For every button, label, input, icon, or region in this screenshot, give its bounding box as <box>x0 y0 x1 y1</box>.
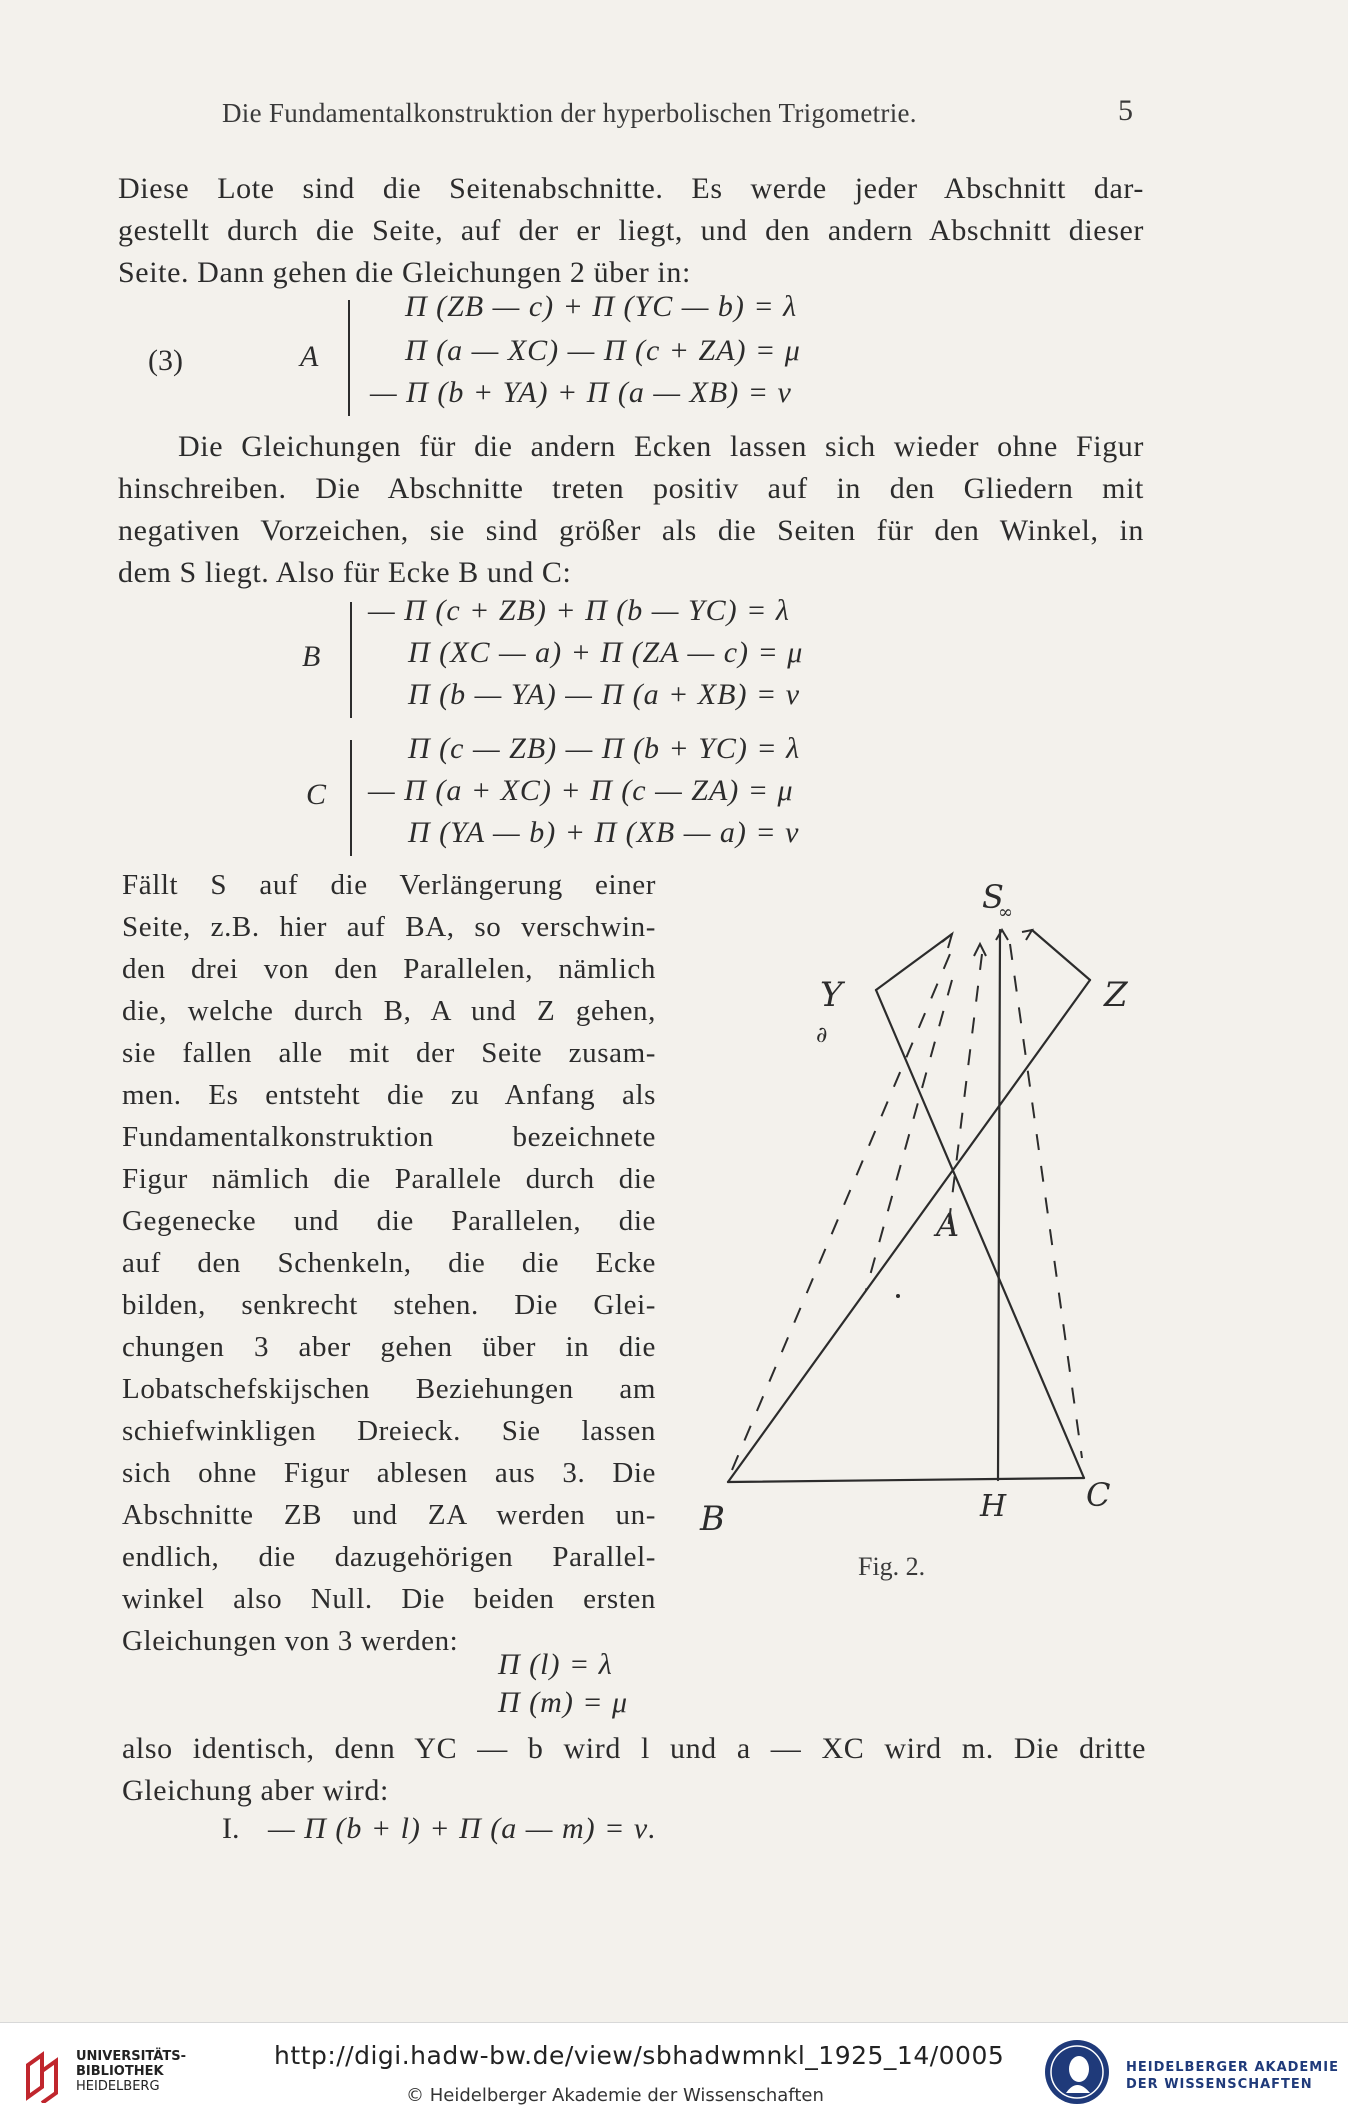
label-y: Y <box>820 975 843 1015</box>
column-line: Abschnitte ZB und ZA werden un- <box>122 1499 656 1531</box>
permalink-url[interactable]: http://digi.hadw-bw.de/view/sbhadwmnkl_1925_14/0005 <box>274 2041 1005 2070</box>
column-line: Fundamentalkonstruktion bezeichnete <box>122 1121 656 1153</box>
line-z-to-s <box>1032 930 1090 980</box>
middle-line: hinschreiben. Die Abschnitte treten positiv auf in den Gliedern mit <box>118 472 1144 505</box>
column-line: auf den Schenkeln, die die Ecke <box>122 1247 656 1279</box>
column-line: Figur nämlich die Parallele durch die <box>122 1163 656 1195</box>
label-z: Z <box>1104 975 1128 1015</box>
column-line: bilden, senkrecht stehen. Die Glei- <box>122 1289 656 1321</box>
label-a: A <box>936 1206 960 1244</box>
middle-line: negativen Vorzeichen, sie sind größer als die Seiten für den Winkel, in <box>118 514 1144 547</box>
eq-a-line-2: Π (a — XC) — Π (c + ZA) = μ <box>405 334 801 367</box>
arrowhead-2 <box>974 944 986 956</box>
figure-caption: Fig. 2. <box>858 1552 926 1581</box>
column-line: die, welche durch B, A und Z gehen, <box>122 995 656 1027</box>
intro-line: Diese Lote sind die Seitenabschnitte. Es werde jeder Abschnitt dar- <box>118 172 1144 205</box>
academy-seal-icon <box>1042 2037 1112 2107</box>
column-paragraph <box>122 864 656 1662</box>
column-line: Seite, z.B. hier auf BA, so verschwin- <box>122 911 656 943</box>
arrowhead-3 <box>996 930 1008 940</box>
dashed-line-inner <box>948 954 982 1230</box>
column-line: endlich, die dazugehörigen Parallel- <box>122 1541 656 1573</box>
column-line: winkel also Null. Die beiden ersten <box>122 1583 656 1615</box>
dashed-line-b-to-s <box>732 954 950 1470</box>
academy-line: HEIDELBERGER AKADEMIE <box>1126 2060 1339 2075</box>
line-b-to-z <box>728 980 1090 1482</box>
vertex-label-b: B <box>302 640 322 673</box>
academy-name <box>1126 2059 1339 2093</box>
university-library-logo-icon <box>22 2051 66 2103</box>
intro-line: Seite. Dann gehen die Gleichungen 2 über in: <box>118 256 691 289</box>
eq-c-line-1: Π (c — ZB) — Π (b + YC) = λ <box>408 732 801 765</box>
eq-c-line-2: — Π (a + XC) + Π (c — ZA) = μ <box>368 774 794 807</box>
library-line: BIBLIOTHEK <box>76 2064 164 2079</box>
label-b: B <box>700 1499 725 1539</box>
middle-line: Die Gleichungen für die andern Ecken lassen sich wieder ohne Figur <box>178 430 1144 463</box>
column-line: sie fallen alle mit der Seite zusam- <box>122 1037 656 1069</box>
column-line: sich ohne Figur ablesen aus 3. Die <box>122 1457 656 1489</box>
equation-brace-b <box>350 602 352 718</box>
library-line: UNIVERSITÄTS- <box>76 2049 186 2064</box>
equation-brace-a <box>348 300 350 416</box>
eq-a-line-3: — Π (b + YA) + Π (a — XB) = ν <box>370 376 792 409</box>
arrowhead-4 <box>1022 930 1032 940</box>
label-s-inf: S <box>982 878 1004 916</box>
figure-2-diagram <box>680 870 1150 1570</box>
label-c: C <box>1086 1476 1111 1514</box>
base-line-bc <box>728 1478 1084 1482</box>
eq-b-line-2: Π (XC — a) + Π (ZA — c) = μ <box>408 636 804 669</box>
eq-b-line-3: Π (b — YA) — Π (a + XB) = ν <box>408 678 801 711</box>
column-line: chungen 3 aber gehen über in die <box>122 1331 656 1363</box>
vertex-label-a: A <box>300 340 320 373</box>
altitude-line <box>998 930 1000 1480</box>
line-y-to-s <box>876 934 952 990</box>
dot-mark <box>896 1294 900 1298</box>
eq-c-line-3: Π (YA — b) + Π (XB — a) = ν <box>408 816 800 849</box>
column-line: men. Es entsteht die zu Anfang als <box>122 1079 656 1111</box>
column-line: Fällt S auf die Verlängerung einer <box>122 869 656 901</box>
university-library-name <box>76 2049 186 2094</box>
middle-line: dem S liegt. Also für Ecke B und C: <box>118 556 572 589</box>
label-y-sub: ∂ <box>816 1023 828 1048</box>
page-number: 5 <box>1118 94 1134 127</box>
equation-number-i: I. <box>222 1812 240 1845</box>
intro-paragraph <box>118 168 1144 294</box>
middle-paragraph <box>118 426 1144 594</box>
dashed-line-c-to-s <box>1010 944 1082 1458</box>
academy-line: DER WISSENSCHAFTEN <box>1126 2077 1313 2092</box>
copyright-notice: © Heidelberger Akademie der Wissenschaften <box>406 2085 824 2106</box>
small-eq-1: Π (l) = λ <box>498 1648 613 1681</box>
equation-i: — Π (b + l) + Π (a — m) = ν. <box>268 1812 657 1845</box>
label-h: H <box>980 1489 1007 1524</box>
eq-a-line-1: Π (ZB — c) + Π (YC — b) = λ <box>405 290 798 323</box>
equation-number-3: (3) <box>148 344 183 377</box>
closing-line: also identisch, denn YC — b wird l und a — XC wird m. Die dritte <box>122 1732 1146 1765</box>
closing-line: Gleichung aber wird: <box>122 1774 389 1807</box>
intro-line: gestellt durch die Seite, auf der er liegt, und den andern Abschnitt dieser <box>118 214 1144 247</box>
equation-brace-c <box>350 740 352 856</box>
column-line: den drei von den Parallelen, nämlich <box>122 953 656 985</box>
eq-b-line-1: — Π (c + ZB) + Π (b — YC) = λ <box>368 594 790 627</box>
column-line: Lobatschefskijschen Beziehungen am <box>122 1373 656 1405</box>
vertex-label-c: C <box>306 778 328 811</box>
arrowhead-1 <box>942 934 952 948</box>
column-line: schiefwinkligen Dreieck. Sie lassen <box>122 1415 656 1447</box>
column-line: Gleichungen von 3 werden: <box>122 1625 459 1657</box>
label-s-inf-sub: ∞ <box>998 902 1013 923</box>
library-line: HEIDELBERG <box>76 2079 160 2094</box>
running-title: Die Fundamentalkonstruktion der hyperbolischen Trigometrie. <box>222 98 917 128</box>
column-line: Gegenecke und die Parallelen, die <box>122 1205 656 1237</box>
closing-paragraph <box>122 1728 1146 1812</box>
footer-bar <box>0 2022 1348 2121</box>
small-eq-2: Π (m) = μ <box>498 1686 629 1719</box>
